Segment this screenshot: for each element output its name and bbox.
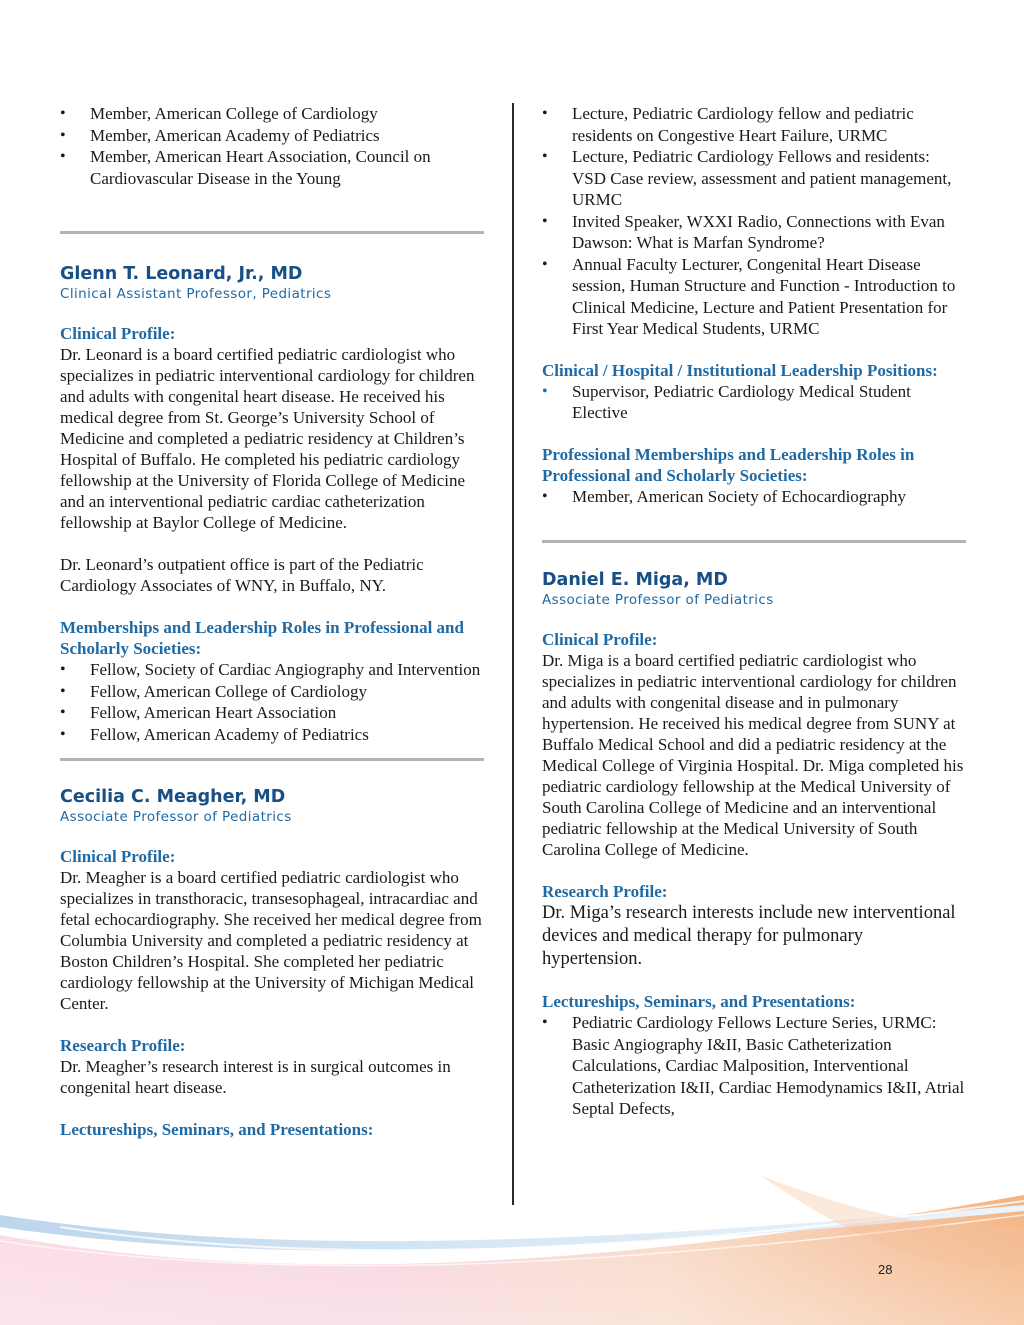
- right-column: [542, 103, 966, 1120]
- faculty-title-meagher: Associate Professor of Pediatrics: [60, 809, 292, 825]
- research-profile-heading: Research Profile:: [542, 882, 668, 901]
- list-item: • Lecture, Pediatric Cardiology Fellows and residents: VSD Case review, assessment and patient management, URMC: [542, 146, 966, 211]
- list-item: • Supervisor, Pediatric Cardiology Medical Student Elective: [542, 381, 966, 424]
- lectures-list: [542, 1012, 966, 1120]
- professional-memberships-heading: Professional Memberships and Leadership Roles in Professional and Scholarly Societies:: [542, 444, 915, 485]
- left-top-bullets: [60, 103, 484, 189]
- professional-memberships-list: [542, 486, 966, 508]
- list-item: • Member, American Heart Association, Council on Cardiovascular Disease in the Young: [60, 146, 484, 189]
- clinical-profile-text-2: Dr. Leonard’s outpatient office is part of the Pediatric Cardiology Associates of WNY, in Buffalo, NY.: [60, 555, 424, 595]
- lectures-heading: Lectureships, Seminars, and Presentations:: [542, 992, 856, 1011]
- research-profile-heading: Research Profile:: [60, 1036, 186, 1055]
- faculty-title-miga: Associate Professor of Pediatrics: [542, 592, 774, 608]
- list-item: • Fellow, American College of Cardiology: [60, 681, 484, 703]
- faculty-name-meagher: Cecilia C. Meagher, MD: [60, 787, 286, 807]
- lectures-heading: Lectureships, Seminars, and Presentations:: [60, 1120, 374, 1139]
- research-profile-text: Dr. Meagher’s research interest is in surgical outcomes in congenital heart disease.: [60, 1057, 451, 1097]
- section-divider: [60, 758, 484, 761]
- list-item: • Member, American Academy of Pediatrics: [60, 125, 484, 147]
- faculty-name-leonard: Glenn T. Leonard, Jr., MD: [60, 264, 303, 284]
- memberships-list: [60, 659, 484, 745]
- section-divider: [542, 540, 966, 543]
- list-item: • Invited Speaker, WXXI Radio, Connections with Evan Dawson: What is Marfan Syndrome?: [542, 211, 966, 254]
- clinical-profile-text: Dr. Miga is a board certified pediatric cardiologist who specializes in pediatric interventional cardiology for children and adults with congenital disease and in pulmonary hypertension. He received his medical degree from SUNY at Buffalo Medical School and did a pediatric residency at the Medical College of Virginia Hospital. Dr. Miga completed his pediatric cardiology fellowship at the Medical University of South Carolina College of Medicine and an interventional pediatric fellowship at the Medical University of South Carolina College of Medicine.: [542, 651, 964, 859]
- research-profile-text: Dr. Miga’s research interests include new interventional devices and medical therapy for pulmonary hypertension.: [542, 903, 956, 969]
- leadership-heading: Clinical / Hospital / Institutional Leadership Positions:: [542, 360, 938, 380]
- clinical-profile-text: Dr. Meagher is a board certified pediatric cardiologist who specializes in transthoracic, transesophageal, intracardiac and fetal echocardiography. She received her medical degree from Columbia University and completed a pediatric residency at Boston Children’s Hospital. She completed her pediatric cardiology fellowship at the University of Michigan Medical Center.: [60, 868, 482, 1013]
- left-column: [60, 103, 484, 1140]
- column-divider: [512, 103, 514, 1205]
- faculty-title-leonard: Clinical Assistant Professor, Pediatrics: [60, 286, 332, 302]
- clinical-profile-text: Dr. Leonard is a board certified pediatric cardiologist who specializes in pediatric interventional cardiology for children and adults with congenital heart disease. He received his medical degree from St. George’s University School of Medicine and completed a pediatric residency at Children’s Hospital of Buffalo. He completed his pediatric cardiology fellowship at the University of Florida College of Medicine and an interventional pediatric cardiac catheterization fellowship at Baylor College of Medicine.: [60, 345, 475, 532]
- list-item: • Annual Faculty Lecturer, Congenital Heart Disease session, Human Structure and Function - Introduction to Clinical Medicine, Lecture and Patient Presentation for First Year Medical Students, URMC: [542, 254, 966, 340]
- section-divider: [60, 231, 484, 234]
- list-item: • Member, American Society of Echocardiography: [542, 486, 966, 508]
- memberships-heading: Memberships and Leadership Roles in Professional and Scholarly Societies:: [60, 618, 464, 658]
- faculty-name-miga: Daniel E. Miga, MD: [542, 570, 728, 590]
- list-item: • Fellow, Society of Cardiac Angiography and Intervention: [60, 659, 484, 681]
- list-item: • Pediatric Cardiology Fellows Lecture Series, URMC: Basic Angiography I&II, Basic Catheterization Calculations, Cardiac Malposition, Interventional Catheterization I&II, Cardiac Hemodynamics I&II, Atrial Septal Defects,: [542, 1012, 966, 1120]
- footer-swoosh-graphic: [0, 1175, 1024, 1325]
- page-number: 28: [878, 1262, 893, 1277]
- right-top-bullets: [542, 103, 966, 340]
- leadership-list: [542, 381, 966, 424]
- list-item: • Fellow, American Academy of Pediatrics: [60, 724, 484, 746]
- list-item: • Fellow, American Heart Association: [60, 702, 484, 724]
- list-item: • Member, American College of Cardiology: [60, 103, 484, 125]
- list-item: • Lecture, Pediatric Cardiology fellow and pediatric residents on Congestive Heart Failure, URMC: [542, 103, 966, 146]
- clinical-profile-heading: Clinical Profile:: [60, 324, 176, 343]
- clinical-profile-heading: Clinical Profile:: [542, 630, 658, 649]
- clinical-profile-heading: Clinical Profile:: [60, 847, 176, 866]
